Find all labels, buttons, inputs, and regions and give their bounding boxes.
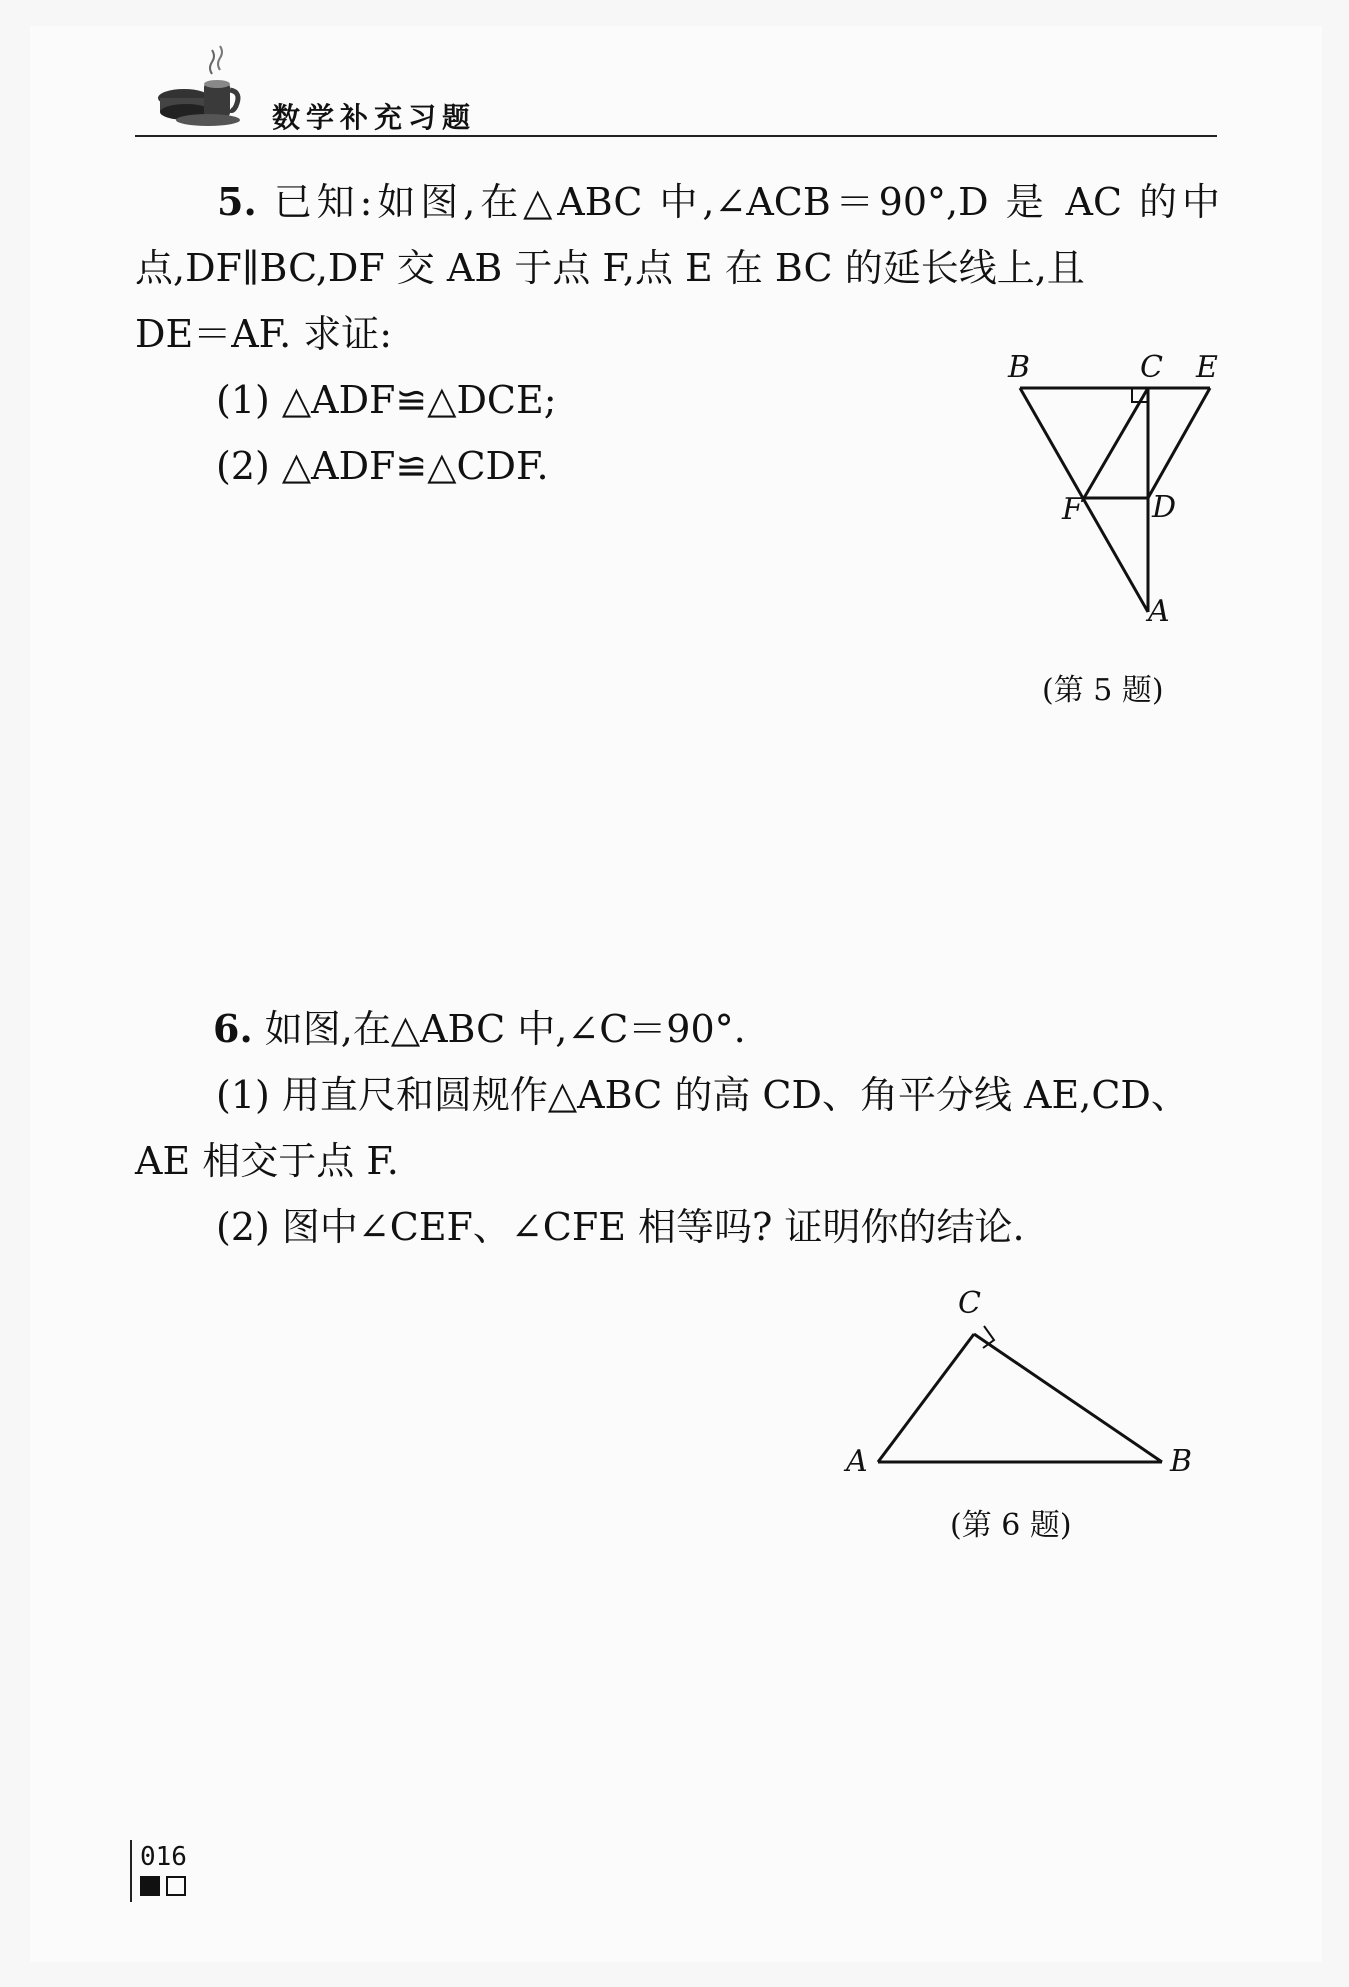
- problem5-line2: 点,DF∥BC,DF 交 AB 于点 F,点 E 在 BC 的延长线上,且: [135, 246, 1085, 290]
- fig6-point-B: B: [1170, 1444, 1193, 1479]
- figure-6-caption: (第 6 题): [950, 1508, 1072, 1543]
- problem6-line2: (1) 用直尺和圆规作△ABC 的高 CD、角平分线 AE,CD、: [216, 1073, 1189, 1117]
- fig5-point-E: E: [1196, 350, 1218, 385]
- fig5-point-D: D: [1152, 490, 1177, 525]
- figure-6: [840, 1286, 1210, 1480]
- figure-5: [990, 350, 1230, 630]
- fig5-point-F: F: [1062, 492, 1083, 527]
- books-and-coffee-icon: [158, 42, 248, 128]
- fig6-point-A: A: [846, 1444, 868, 1479]
- empty-square-icon: [166, 1876, 186, 1896]
- figure-5-caption: (第 5 题): [1042, 673, 1164, 708]
- figure-5-diagram: [990, 350, 1230, 630]
- problem5-line3: DE＝AF. 求证:: [135, 312, 393, 356]
- filled-square-icon: [140, 1876, 160, 1896]
- fig5-point-A: A: [1148, 594, 1170, 629]
- fig5-point-C: C: [1140, 350, 1163, 385]
- problem6-text-line1: 如图,在△ABC 中,∠C＝90°.: [264, 1007, 746, 1051]
- problem6-line3: AE 相交于点 F.: [135, 1139, 399, 1183]
- problem5-number: 5.: [217, 179, 257, 224]
- problem5-part1: (1) △ADF≌△DCE;: [216, 378, 557, 422]
- header-title: 数学补充习题: [272, 101, 477, 134]
- problem5-part2: (2) △ADF≌△CDF.: [216, 444, 549, 488]
- problem6-line1: [135, 1005, 1220, 1053]
- header-rule: [135, 135, 1217, 137]
- page-number: 016: [140, 1842, 187, 1872]
- problem5-text-line1: 已知:如图,在△ABC 中,∠ACB＝90°,D 是 AC 的中: [273, 180, 1220, 224]
- problem6-number: 6.: [213, 1006, 253, 1051]
- fig5-point-B: B: [1008, 350, 1031, 385]
- problem6-line4: (2) 图中∠CEF、∠CFE 相等吗? 证明你的结论.: [216, 1205, 1025, 1249]
- fig6-point-C: C: [958, 1286, 981, 1321]
- figure-6-diagram: [840, 1290, 1210, 1480]
- footer-rule: [130, 1840, 132, 1902]
- problem5-line1: [135, 178, 1220, 226]
